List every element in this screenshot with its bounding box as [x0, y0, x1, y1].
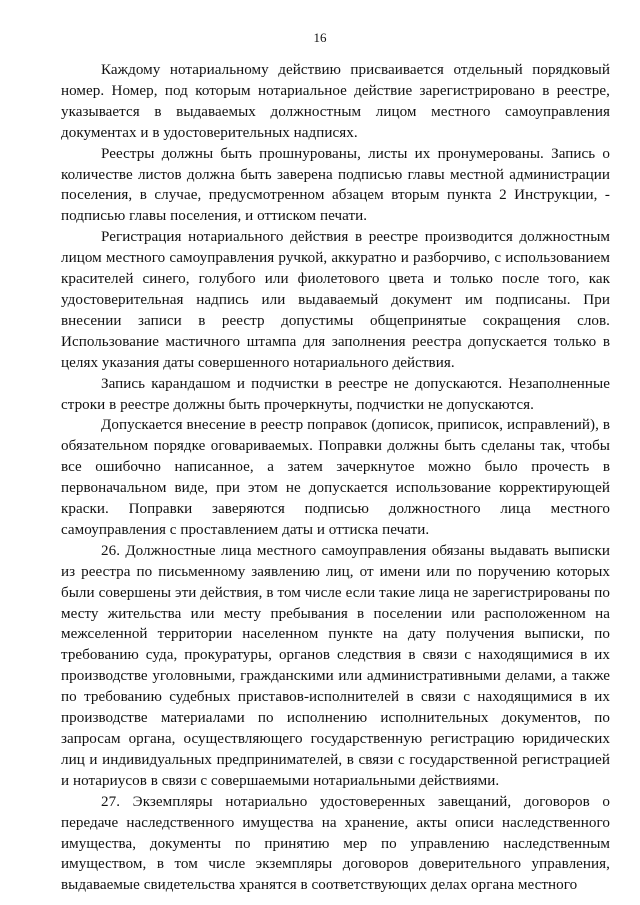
paragraph-pencil-prohibition: Запись карандашом и подчистки в реестре не допускаются. Незаполненные строки в реестре должны быть прочеркнуты, подчистки не допускаются.	[61, 375, 610, 413]
paragraph-registration-procedure: Регистрация нотариального действия в реестре производится должностным лицом местного самоуправления ручкой, аккуратно и разборчиво, с использованием красителей синего, голубого или фиолетового цвета и только после того, как удостоверительная надпись или выдаваемый документ им подписаны. При внесении записи в реестр допустимы общепринятые сокращения слов. Использование мастичного штампа для заполнения реестра допускается только в целях указания даты совершенного нотариального действия.	[61, 229, 610, 371]
paragraph-item-26-extracts: 26. Должностные лица местного самоуправления обязаны выдавать выписки из реестра по письменному заявлению лиц, от имени или по поручению которых были совершены эти действия, в том числе если такие лица не зарегистрированы по месту жительства или месту пребывания в поселении или расположенном на межселенной территории населенном пункте на дату получения выписки, по требованию суда, прокуратуры, органов следствия в связи с находящимися в их производстве уголовными, гражданскими или административными делами, а также по требованию судебных приставов-исполнителей в связи с находящимися в их производстве материалами по исполнению исполнительных документов, по запросам органа, осуществляющего государственную регистрацию юридических лиц и индивидуальных предпринимателей, в связи с государственной регистрацией и нотариусов в связи с совершаемыми нотариальными действиями.	[61, 542, 610, 789]
document-body	[61, 60, 610, 896]
paragraph-corrections: Допускается внесение в реестр поправок (дописок, приписок, исправлений), в обязательном порядке оговариваемых. Поправки должны быть сделаны так, чтобы все ошибочно написанное, а затем зачеркнутое можно было прочесть в первоначальном виде, при этом не допускается использование корректирующей краски. Поправки заверяются подписью должностного лица местного самоуправления с проставлением даты и оттиска печати.	[61, 417, 610, 538]
paragraph-registration-number: Каждому нотариальному действию присваивается отдельный порядковый номер. Номер, под которым нотариальное действие зарегистрировано в реестре, указывается в выдаваемых должностным лицом местного самоуправления документах и в удостоверительных надписях.	[61, 62, 610, 141]
paragraph-item-27-storage: 27. Экземпляры нотариально удостоверенных завещаний, договоров о передаче наследственного имущества на хранение, акты описи наследственного имущества, документы по принятию мер по управлению наследственным имуществом, в том числе экземпляры договоров доверительного управления, выдаваемые свидетельства хранятся в соответствующих делах органа местного	[61, 793, 610, 894]
paragraph-registry-binding: Реестры должны быть прошнурованы, листы их пронумерованы. Запись о количестве листов должна быть заверена подписью главы местной администрации поселения, в случае, предусмотренном абзацем вторым пункта 2 Инструкции, - подписью главы поселения, и оттиском печати.	[61, 145, 610, 225]
page-number: 16	[313, 30, 327, 45]
